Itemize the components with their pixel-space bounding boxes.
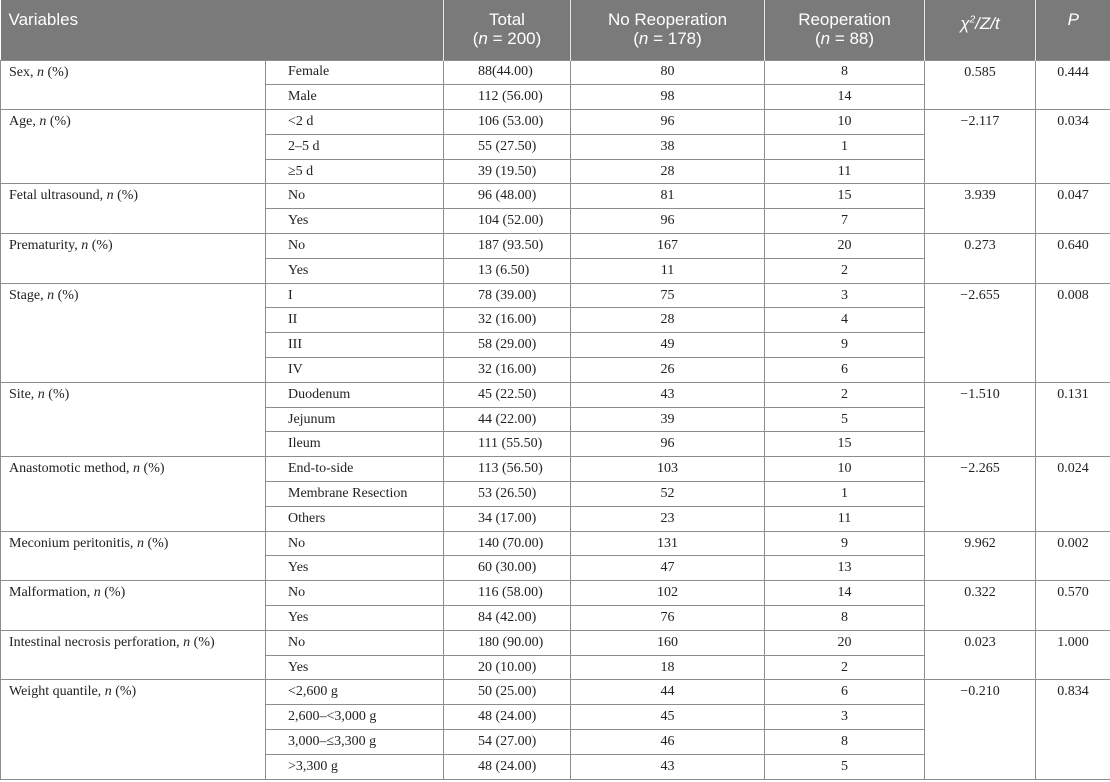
no-reoperation-value: 11 bbox=[571, 258, 765, 283]
p-value: 0.034 bbox=[1036, 110, 1110, 184]
header-no-reop-n: (n = 178) bbox=[633, 29, 702, 48]
total-value: 96 (48.00) bbox=[444, 184, 571, 209]
header-total bbox=[444, 0, 571, 60]
total-value: 55 (27.50) bbox=[444, 134, 571, 159]
header-total-n: (n = 200) bbox=[472, 29, 542, 48]
no-reoperation-value: 167 bbox=[571, 234, 765, 259]
reoperation-value: 14 bbox=[765, 581, 925, 606]
level-label: No bbox=[266, 184, 444, 209]
no-reoperation-value: 80 bbox=[571, 60, 765, 85]
reoperation-value: 8 bbox=[765, 606, 925, 631]
no-reoperation-value: 160 bbox=[571, 630, 765, 655]
statistic-value: −0.210 bbox=[925, 680, 1036, 779]
level-label: ≥5 d bbox=[266, 159, 444, 184]
reoperation-value: 6 bbox=[765, 680, 925, 705]
variable-name: Weight quantile, n (%) bbox=[1, 680, 266, 779]
reoperation-value: 20 bbox=[765, 630, 925, 655]
no-reoperation-value: 26 bbox=[571, 358, 765, 383]
level-label: No bbox=[266, 581, 444, 606]
variable-name: Malformation, n (%) bbox=[1, 581, 266, 631]
no-reoperation-value: 102 bbox=[571, 581, 765, 606]
level-label: I bbox=[266, 283, 444, 308]
reoperation-value: 6 bbox=[765, 358, 925, 383]
no-reoperation-value: 81 bbox=[571, 184, 765, 209]
level-label: Male bbox=[266, 85, 444, 110]
total-value: 88(44.00) bbox=[444, 60, 571, 85]
level-label: Others bbox=[266, 506, 444, 531]
p-value: 0.444 bbox=[1036, 60, 1110, 110]
total-value: 106 (53.00) bbox=[444, 110, 571, 135]
header-variables: Variables bbox=[1, 0, 444, 60]
no-reoperation-value: 44 bbox=[571, 680, 765, 705]
no-reoperation-value: 131 bbox=[571, 531, 765, 556]
level-label: No bbox=[266, 531, 444, 556]
total-value: 180 (90.00) bbox=[444, 630, 571, 655]
no-reoperation-value: 76 bbox=[571, 606, 765, 631]
statistic-value: 0.585 bbox=[925, 60, 1036, 110]
level-label: Yes bbox=[266, 258, 444, 283]
level-label: <2 d bbox=[266, 110, 444, 135]
level-label: Jejunum bbox=[266, 407, 444, 432]
level-label: End-to-side bbox=[266, 457, 444, 482]
variable-name: Intestinal necrosis perforation, n (%) bbox=[1, 630, 266, 680]
total-value: 78 (39.00) bbox=[444, 283, 571, 308]
level-label: Yes bbox=[266, 209, 444, 234]
level-label: Yes bbox=[266, 606, 444, 631]
p-value: 0.047 bbox=[1036, 184, 1110, 234]
total-value: 104 (52.00) bbox=[444, 209, 571, 234]
total-value: 116 (58.00) bbox=[444, 581, 571, 606]
total-value: 60 (30.00) bbox=[444, 556, 571, 581]
header-reoperation bbox=[765, 0, 925, 60]
reoperation-value: 8 bbox=[765, 60, 925, 85]
level-label: Ileum bbox=[266, 432, 444, 457]
total-value: 140 (70.00) bbox=[444, 531, 571, 556]
table-row bbox=[1, 110, 1110, 135]
level-label: IV bbox=[266, 358, 444, 383]
total-value: 45 (22.50) bbox=[444, 382, 571, 407]
no-reoperation-value: 75 bbox=[571, 283, 765, 308]
no-reoperation-value: 43 bbox=[571, 754, 765, 779]
header-reop-label: Reoperation bbox=[798, 10, 891, 29]
level-label: <2,600 g bbox=[266, 680, 444, 705]
reoperation-value: 11 bbox=[765, 506, 925, 531]
level-label: III bbox=[266, 333, 444, 358]
statistic-value: −1.510 bbox=[925, 382, 1036, 456]
statistic-value: 0.273 bbox=[925, 234, 1036, 284]
total-value: 54 (27.00) bbox=[444, 730, 571, 755]
level-label: Duodenum bbox=[266, 382, 444, 407]
variable-name: Anastomotic method, n (%) bbox=[1, 457, 266, 531]
statistic-value: 0.023 bbox=[925, 630, 1036, 680]
reoperation-value: 2 bbox=[765, 655, 925, 680]
no-reoperation-value: 96 bbox=[571, 432, 765, 457]
header-total-label: Total bbox=[489, 10, 525, 29]
level-label: 3,000–≤3,300 g bbox=[266, 730, 444, 755]
header-stat-label: $\chi^2/Z/t$ bbox=[960, 13, 1000, 33]
variable-name: Prematurity, n (%) bbox=[1, 234, 266, 284]
statistic-value: −2.655 bbox=[925, 283, 1036, 382]
reoperation-value: 2 bbox=[765, 382, 925, 407]
no-reoperation-value: 103 bbox=[571, 457, 765, 482]
no-reoperation-value: 47 bbox=[571, 556, 765, 581]
total-value: 39 (19.50) bbox=[444, 159, 571, 184]
variable-name: Age, n (%) bbox=[1, 110, 266, 184]
reoperation-value: 7 bbox=[765, 209, 925, 234]
reoperation-value: 9 bbox=[765, 333, 925, 358]
level-label: >3,300 g bbox=[266, 754, 444, 779]
reoperation-value: 15 bbox=[765, 184, 925, 209]
reoperation-value: 3 bbox=[765, 283, 925, 308]
level-label: 2–5 d bbox=[266, 134, 444, 159]
reoperation-value: 8 bbox=[765, 730, 925, 755]
total-value: 111 (55.50) bbox=[444, 432, 571, 457]
level-label: 2,600–<3,000 g bbox=[266, 705, 444, 730]
variable-name: Fetal ultrasound, n (%) bbox=[1, 184, 266, 234]
no-reoperation-value: 45 bbox=[571, 705, 765, 730]
no-reoperation-value: 28 bbox=[571, 159, 765, 184]
variable-name: Stage, n (%) bbox=[1, 283, 266, 382]
reoperation-value: 1 bbox=[765, 134, 925, 159]
table-body bbox=[1, 60, 1110, 779]
reoperation-value: 11 bbox=[765, 159, 925, 184]
reoperation-value: 13 bbox=[765, 556, 925, 581]
level-label: Yes bbox=[266, 655, 444, 680]
reoperation-value: 15 bbox=[765, 432, 925, 457]
total-value: 58 (29.00) bbox=[444, 333, 571, 358]
p-value: 1.000 bbox=[1036, 630, 1110, 680]
variable-name: Site, n (%) bbox=[1, 382, 266, 456]
table-row bbox=[1, 680, 1110, 705]
p-value: 0.640 bbox=[1036, 234, 1110, 284]
reoperation-value: 5 bbox=[765, 754, 925, 779]
total-value: 13 (6.50) bbox=[444, 258, 571, 283]
p-value: 0.008 bbox=[1036, 283, 1110, 382]
level-label: II bbox=[266, 308, 444, 333]
p-value: 0.024 bbox=[1036, 457, 1110, 531]
total-value: 84 (42.00) bbox=[444, 606, 571, 631]
reoperation-value: 9 bbox=[765, 531, 925, 556]
variable-name: Sex, n (%) bbox=[1, 60, 266, 110]
p-value: 0.570 bbox=[1036, 581, 1110, 631]
header-reop-n: (n = 88) bbox=[814, 29, 875, 48]
header-no-reop-label: No Reoperation bbox=[607, 10, 728, 29]
level-label: Yes bbox=[266, 556, 444, 581]
level-label: Female bbox=[266, 60, 444, 85]
reoperation-value: 10 bbox=[765, 457, 925, 482]
no-reoperation-value: 43 bbox=[571, 382, 765, 407]
no-reoperation-value: 38 bbox=[571, 134, 765, 159]
total-value: 53 (26.50) bbox=[444, 482, 571, 507]
table-row bbox=[1, 283, 1110, 308]
total-value: 20 (10.00) bbox=[444, 655, 571, 680]
level-label: No bbox=[266, 234, 444, 259]
p-value: 0.131 bbox=[1036, 382, 1110, 456]
table-row bbox=[1, 382, 1110, 407]
reoperation-value: 1 bbox=[765, 482, 925, 507]
no-reoperation-value: 49 bbox=[571, 333, 765, 358]
reoperation-value: 3 bbox=[765, 705, 925, 730]
total-value: 48 (24.00) bbox=[444, 705, 571, 730]
total-value: 32 (16.00) bbox=[444, 358, 571, 383]
p-value: 0.834 bbox=[1036, 680, 1110, 779]
no-reoperation-value: 46 bbox=[571, 730, 765, 755]
total-value: 32 (16.00) bbox=[444, 308, 571, 333]
statistic-value: 0.322 bbox=[925, 581, 1036, 631]
variable-name: Meconium peritonitis, n (%) bbox=[1, 531, 266, 581]
header-no-reoperation bbox=[571, 0, 765, 60]
table-row bbox=[1, 630, 1110, 655]
level-label: Membrane Resection bbox=[266, 482, 444, 507]
table-row bbox=[1, 234, 1110, 259]
p-value: 0.002 bbox=[1036, 531, 1110, 581]
header-p-value bbox=[1036, 0, 1110, 60]
reoperation-value: 20 bbox=[765, 234, 925, 259]
statistic-value: 3.939 bbox=[925, 184, 1036, 234]
total-value: 112 (56.00) bbox=[444, 85, 571, 110]
total-value: 48 (24.00) bbox=[444, 754, 571, 779]
reoperation-value: 5 bbox=[765, 407, 925, 432]
total-value: 113 (56.50) bbox=[444, 457, 571, 482]
no-reoperation-value: 98 bbox=[571, 85, 765, 110]
statistic-value: −2.117 bbox=[925, 110, 1036, 184]
no-reoperation-value: 96 bbox=[571, 209, 765, 234]
reoperation-value: 10 bbox=[765, 110, 925, 135]
no-reoperation-value: 39 bbox=[571, 407, 765, 432]
total-value: 44 (22.00) bbox=[444, 407, 571, 432]
table-row bbox=[1, 184, 1110, 209]
total-value: 187 (93.50) bbox=[444, 234, 571, 259]
no-reoperation-value: 23 bbox=[571, 506, 765, 531]
no-reoperation-value: 28 bbox=[571, 308, 765, 333]
reoperation-value: 2 bbox=[765, 258, 925, 283]
no-reoperation-value: 96 bbox=[571, 110, 765, 135]
table-row bbox=[1, 60, 1110, 85]
statistic-value: −2.265 bbox=[925, 457, 1036, 531]
table-row bbox=[1, 581, 1110, 606]
reoperation-value: 4 bbox=[765, 308, 925, 333]
header-statistic bbox=[925, 0, 1036, 60]
total-value: 34 (17.00) bbox=[444, 506, 571, 531]
level-label: No bbox=[266, 630, 444, 655]
table-header bbox=[1, 0, 1110, 60]
total-value: 50 (25.00) bbox=[444, 680, 571, 705]
table-row bbox=[1, 457, 1110, 482]
statistic-value: 9.962 bbox=[925, 531, 1036, 581]
no-reoperation-value: 18 bbox=[571, 655, 765, 680]
no-reoperation-value: 52 bbox=[571, 482, 765, 507]
reoperation-value: 14 bbox=[765, 85, 925, 110]
header-p-label: P bbox=[1067, 10, 1079, 29]
table-row bbox=[1, 531, 1110, 556]
